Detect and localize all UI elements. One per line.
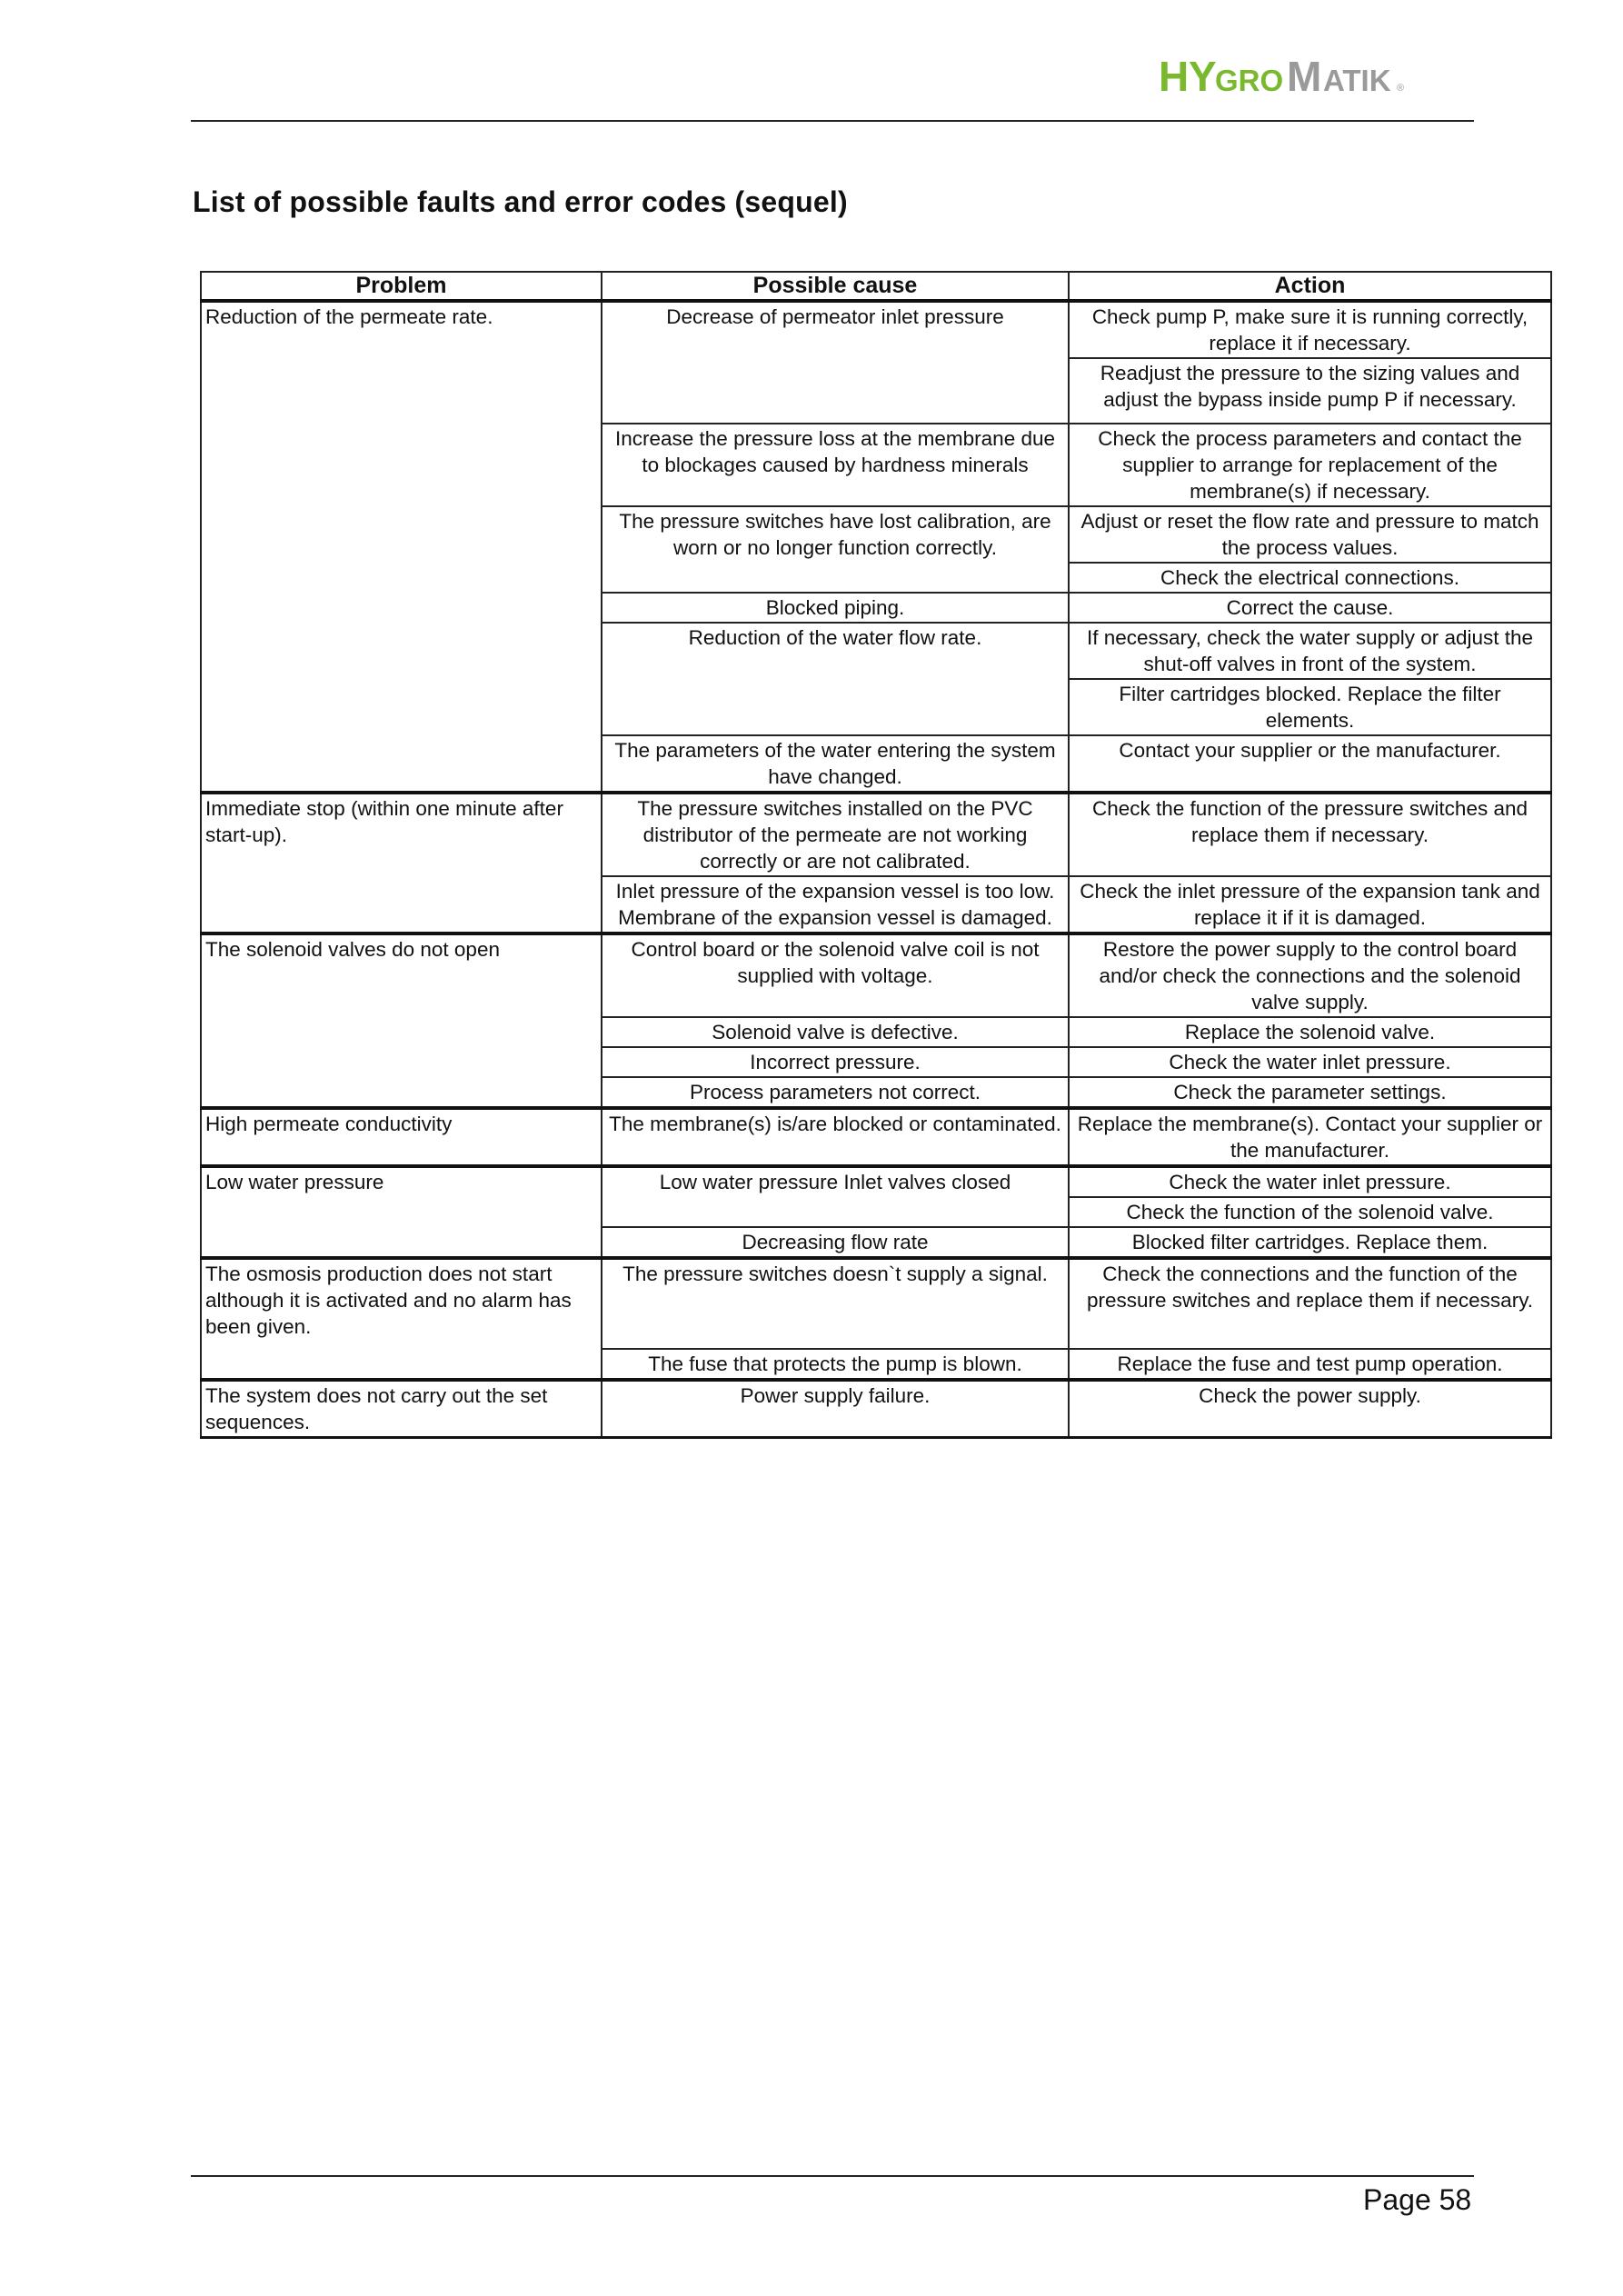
action-cell: Restore the power supply to the control board and/or check the connections and the solenoid valve supply. xyxy=(1069,933,1551,1017)
table-row xyxy=(201,1380,1551,1438)
cause-cell: Power supply failure. xyxy=(602,1380,1069,1438)
cause-cell: Solenoid valve is defective. xyxy=(602,1017,1069,1047)
action-cell: Check the parameter settings. xyxy=(1069,1077,1551,1108)
cause-cell: Inlet pressure of the expansion vessel is too low. Membrane of the expansion vessel is damaged. xyxy=(602,876,1069,933)
page-title: List of possible faults and error codes (sequel) xyxy=(193,185,848,218)
problem-cell: The osmosis production does not start although it is activated and no alarm has been given. xyxy=(201,1258,602,1380)
column-header-possible-cause: Possible cause xyxy=(602,272,1069,301)
action-cell: Check pump P, make sure it is running correctly, replace it if necessary. xyxy=(1069,301,1551,358)
action-cell: Check the water inlet pressure. xyxy=(1069,1047,1551,1077)
footer-rule xyxy=(191,2175,1474,2177)
problem-cell: Low water pressure xyxy=(201,1166,602,1258)
hygromatik-logo-mark xyxy=(1159,53,1459,113)
column-header-action: Action xyxy=(1069,272,1551,301)
action-cell: Blocked filter cartridges. Replace them. xyxy=(1069,1227,1551,1258)
table-row xyxy=(201,933,1551,1017)
svg-text:H: H xyxy=(1159,53,1190,100)
action-cell: Filter cartridges blocked. Replace the filter elements. xyxy=(1069,679,1551,735)
cause-cell: Increase the pressure loss at the membrane due to blockages caused by hardness minerals xyxy=(602,424,1069,506)
page-number: Page 58 xyxy=(1363,2183,1472,2216)
header-rule xyxy=(191,120,1474,122)
table-row xyxy=(201,1258,1551,1349)
svg-text:Y: Y xyxy=(1189,53,1217,100)
action-cell: Check the power supply. xyxy=(1069,1380,1551,1438)
table-header-row xyxy=(201,272,1551,301)
problem-cell: The solenoid valves do not open xyxy=(201,933,602,1108)
svg-text:®: ® xyxy=(1397,83,1405,94)
action-cell: If necessary, check the water supply or adjust the shut-off valves in front of the system. xyxy=(1069,623,1551,679)
table-row xyxy=(201,1166,1551,1197)
cause-cell: Decreasing flow rate xyxy=(602,1227,1069,1258)
svg-text:ATIK: ATIK xyxy=(1323,64,1391,97)
action-cell: Replace the membrane(s). Contact your supplier or the manufacturer. xyxy=(1069,1108,1551,1166)
svg-text:GRO: GRO xyxy=(1215,64,1284,97)
cause-cell: The parameters of the water entering the system have changed. xyxy=(602,735,1069,793)
action-cell: Contact your supplier or the manufacturer. xyxy=(1069,735,1551,793)
table-row xyxy=(201,793,1551,876)
column-header-problem: Problem xyxy=(201,272,602,301)
cause-cell: Control board or the solenoid valve coil is not supplied with voltage. xyxy=(602,933,1069,1017)
svg-text:M: M xyxy=(1287,53,1322,100)
cause-cell: Process parameters not correct. xyxy=(602,1077,1069,1108)
action-cell: Check the process parameters and contact the supplier to arrange for replacement of the membrane(s) if necessary. xyxy=(1069,424,1551,506)
action-cell: Replace the solenoid valve. xyxy=(1069,1017,1551,1047)
cause-cell: The membrane(s) is/are blocked or contaminated. xyxy=(602,1108,1069,1166)
cause-cell: Reduction of the water flow rate. xyxy=(602,623,1069,735)
cause-cell: The pressure switches doesn`t supply a signal. xyxy=(602,1258,1069,1349)
action-cell: Adjust or reset the flow rate and pressure to match the process values. xyxy=(1069,506,1551,563)
action-cell: Check the electrical connections. xyxy=(1069,563,1551,593)
cause-cell: The fuse that protects the pump is blown. xyxy=(602,1349,1069,1380)
problem-cell: Immediate stop (within one minute after start-up). xyxy=(201,793,602,933)
action-cell: Check the function of the solenoid valve. xyxy=(1069,1197,1551,1227)
cause-cell: The pressure switches installed on the PVC distributor of the permeate are not working correctly or are not calibrated. xyxy=(602,793,1069,876)
cause-cell: Decrease of permeator inlet pressure xyxy=(602,301,1069,424)
cause-cell: The pressure switches have lost calibration, are worn or no longer function correctly. xyxy=(602,506,1069,593)
problem-cell: Reduction of the permeate rate. xyxy=(201,301,602,793)
action-cell: Check the function of the pressure switches and replace them if necessary. xyxy=(1069,793,1551,876)
table-row xyxy=(201,1108,1551,1166)
action-cell: Correct the cause. xyxy=(1069,593,1551,623)
action-cell: Check the inlet pressure of the expansion tank and replace it if it is damaged. xyxy=(1069,876,1551,933)
action-cell: Check the water inlet pressure. xyxy=(1069,1166,1551,1197)
action-cell: Check the connections and the function of the pressure switches and replace them if necessary. xyxy=(1069,1258,1551,1349)
cause-cell: Incorrect pressure. xyxy=(602,1047,1069,1077)
action-cell: Readjust the pressure to the sizing values and adjust the bypass inside pump P if necessary. xyxy=(1069,358,1551,424)
cause-cell: Low water pressure Inlet valves closed xyxy=(602,1166,1069,1227)
action-cell: Replace the fuse and test pump operation. xyxy=(1069,1349,1551,1380)
problem-cell: High permeate conductivity xyxy=(201,1108,602,1166)
faults-table xyxy=(200,271,1552,1439)
table-row xyxy=(201,301,1551,358)
hygromatik-logo xyxy=(1159,53,1459,113)
problem-cell: The system does not carry out the set sequences. xyxy=(201,1380,602,1438)
cause-cell: Blocked piping. xyxy=(602,593,1069,623)
